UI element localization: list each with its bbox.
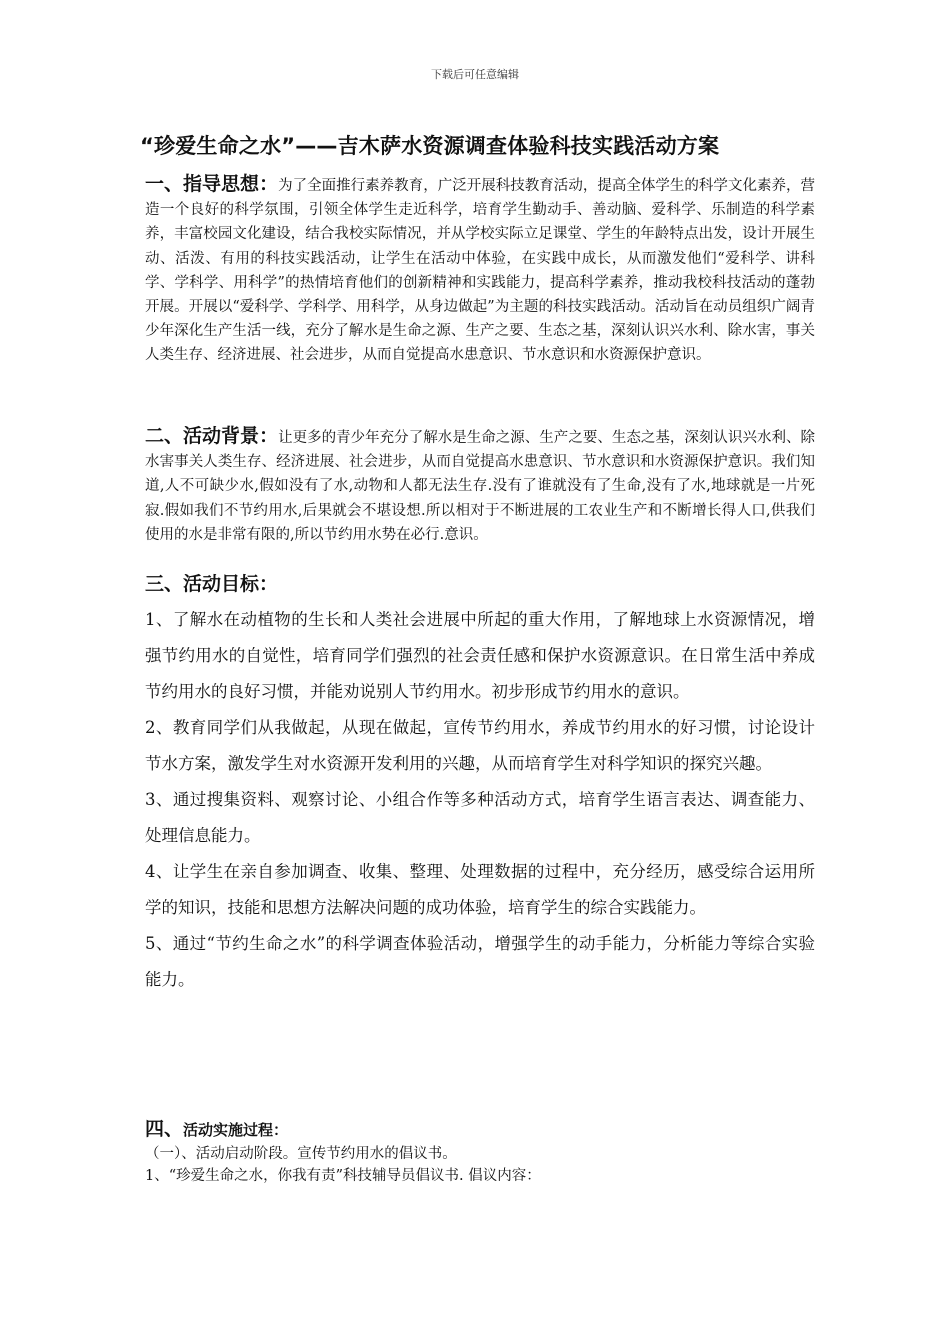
section2-paragraph [145, 424, 815, 547]
goal-item: 4、让学生在亲自参加调查、收集、整理、处理数据的过程中，充分经历，感受综合运用所学的知识，技能和思想方法解决问题的成功体验，培育学生的综合实践能力。 [145, 862, 815, 917]
section1-heading: 一、指导思想： [145, 173, 279, 195]
document-title: “珍爱生命之水”——吉木萨水资源调查体验科技实践活动方案 [140, 134, 720, 158]
section3-heading: 三、活动目标： [145, 573, 279, 595]
section-guiding-ideology [145, 172, 815, 368]
goal-item: 1、了解水在动植物的生长和人类社会进展中所起的重大作用，了解地球上水资源情况，增强节约用水的自觉性，培育同学们强烈的社会责任感和保护水资源意识。在日常生活中养成节约用水的良好习惯，并能劝说别人节约用水。初步形成节约用水的意识。 [145, 610, 815, 701]
section2-text: 让更多的青少年充分了解水是生命之源、生产之要、生态之基，深刻认识兴水利、除水害事关人类生存、经济进展、社会进步，从而自觉提高水患意识、节水意识和水资源保护意识。我们知道,人不可缺少水,假如没有了水,动物和人都无法生存.没有了谁就没有了生命,没有了水,地球就是一片死寂.假如我们不节约用水,后果就会不堪设想.所以相对于不断进展的工农业生产和不断增长得人口,供我们使用的水是非常有限的,所以节约用水势在必行.意识。 [145, 430, 815, 543]
goal-item: 2、教育同学们从我做起，从现在做起，宣传节约用水，养成节约用水的好习惯，讨论设计节水方案，激发学生对水资源开发利用的兴趣，从而培育学生对科学知识的探究兴趣。 [145, 718, 815, 773]
section4-line2: 1、“珍爱生命之水，你我有责”科技辅导员倡议书. 倡议内容： [145, 1168, 541, 1184]
goal-item: 5、通过“节约生命之水”的科学调查体验活动，增强学生的动手能力，分析能力等综合实验能力。 [145, 934, 815, 989]
section4-heading-text: 活动实施过程： [183, 1121, 289, 1139]
section-implementation [145, 1116, 815, 1187]
section1-text: 为了全面推行素养教育，广泛开展科技教育活动，提高全体学生的科学文化素养，营造一个良好的科学氛围，引领全体学生走近科学，培育学生勤动手、善动脑、爱科学、乐制造的科学素养，丰富校园文化建设，结合我校实际情况，并从学校实际立足课堂、学生的年龄特点出发，设计开展生动、活泼、有用的科技实践活动，让学生在活动中体验，在实践中成长，从而激发他们“爱科学、讲科学、学科学、用科学”的热情培育他们的创新精神和实践能力，提高科学素养，推动我校科技活动的蓬勃开展。开展以“爱科学、学科学、用科学，从身边做起”为主题的科技实践活动。活动旨在动员组织广阔青少年深化生产生活一线，充分了解水是生命之源、生产之要、生态之基，深刻认识兴水利、除水害，事关人类生存、经济进展、社会进步，从而自觉提高水患意识、节水意识和水资源保护意识。 [145, 178, 815, 364]
section4-heading-num: 四、 [145, 1118, 184, 1140]
goals-list [145, 602, 815, 998]
section4-line1: （一）、活动启动阶段。宣传节约用水的倡议书。 [145, 1146, 457, 1162]
section-goals [145, 570, 815, 998]
section1-paragraph [145, 172, 815, 368]
section-background [145, 424, 815, 547]
header-note: 下载后可任意编辑 [431, 68, 519, 81]
section4-heading [145, 1116, 815, 1143]
goal-item: 3、通过搜集资料、观察讨论、小组合作等多种活动方式，培育学生语言表达、调查能力、处理信息能力。 [145, 790, 815, 845]
section2-heading: 二、活动背景： [145, 425, 279, 447]
